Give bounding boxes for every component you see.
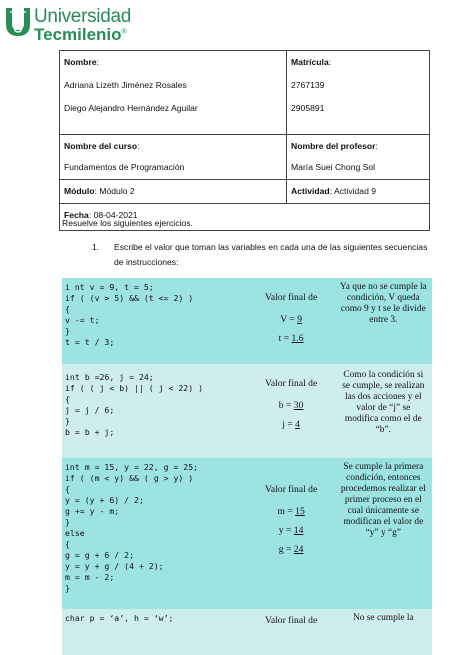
fecha-cell: Fecha: 08-04-2021 — [60, 204, 430, 231]
var-name: m — [277, 506, 285, 517]
modulo-cell: Módulo: Módulo 2 — [60, 180, 287, 204]
values-cell: Valor final de V = 9 t = 1.6 — [248, 278, 335, 364]
profesor-cell: Nombre del profesor: María Suei Chong Sol — [287, 135, 430, 180]
code-cell: int m = 15, y = 22, g = 25; if ( (m < y) && ( g > y) ) { y = (y + 6) / 2; g += y - m; } else { g = g + 6 / 2; y = y + g / (4 + 2); m = m - 2; } — [62, 458, 248, 609]
actividad-value: Actividad 9 — [334, 186, 377, 196]
exercise-row-3 — [62, 458, 432, 609]
var-value: 30 — [293, 400, 304, 411]
curso-value: Fundamentos de Programación — [64, 162, 185, 172]
exercise-table — [62, 278, 432, 655]
values-cell — [248, 609, 335, 655]
profesor-label: Nombre del profesor — [291, 141, 376, 151]
exercise-row-1 — [62, 278, 432, 364]
var-value: 9 — [297, 314, 302, 325]
tecmilenio-logo — [4, 4, 134, 44]
question-number: 1. — [92, 242, 100, 252]
curso-cell: Nombre del curso: Fundamentos de Programación — [60, 135, 287, 180]
nombre-1: Adriana Lizeth Jiménez Rosales — [64, 80, 187, 90]
actividad-label: Actividad — [291, 186, 330, 196]
exercise-row-2 — [62, 364, 432, 458]
nombre-cell: Nombre: Adriana Lizeth Jiménez Rosales Diego Alejandro Hernández Aguilar — [60, 51, 287, 135]
logo-mark-icon — [4, 4, 32, 40]
instruction-text: Resuelve los siguientes ejercicios. — [62, 218, 193, 228]
code-cell: int b =26, j = 24; if ( ( j < b) || ( j < 22) ) { j = j / 6; } b = b + j; — [62, 364, 248, 458]
matricula-2: 2905891 — [291, 103, 325, 113]
values-header: Valor final de — [264, 378, 318, 389]
var-value: 4 — [295, 419, 300, 430]
explanation-cell: Ya que no se cumple la condición, V queda como 9 y t se le divide entre 3. — [335, 278, 432, 364]
actividad-cell: Actividad: Actividad 9 — [287, 180, 430, 204]
var-value: 24 — [293, 544, 304, 555]
code-cell: char p = ‘a’, h = ‘w’; — [62, 609, 248, 655]
values-header: Valor final de — [264, 292, 318, 303]
profesor-value: María Suei Chong Sol — [291, 162, 376, 172]
explanation-cell: Se cumple la primera condición, entonces procedemos realizar el primer proceso en el cual únicamente se modifican el valor de “y” y “g” — [335, 458, 432, 609]
var-value: 14 — [293, 525, 304, 536]
values-cell: Valor final de b = 30 j = 4 — [248, 364, 335, 458]
var-name: t — [278, 333, 282, 344]
exercise-row-4 — [62, 609, 432, 655]
values-header: Valor final de — [264, 615, 318, 626]
values-cell: Valor final de m = 15 y = 14 g = 24 — [248, 458, 335, 609]
modulo-value: Módulo 2 — [99, 186, 135, 196]
var-name: b — [278, 400, 284, 411]
question-text: Escribe el valor que toman las variables en cada una de las siguientes secuencias de instrucciones: — [114, 242, 428, 267]
matricula-label: Matrícula — [291, 57, 329, 67]
var-name: V — [280, 314, 287, 325]
var-name: y — [278, 525, 284, 536]
student-info-table — [59, 50, 430, 231]
nombre-label: Nombre — [64, 57, 97, 67]
fecha-value: 08-04-2021 — [93, 210, 138, 220]
values-header: Valor final de — [264, 484, 318, 495]
curso-label: Nombre del curso — [64, 141, 138, 151]
var-value: 15 — [295, 506, 305, 517]
fecha-label: Fecha — [64, 210, 89, 220]
nombre-2: Diego Alejandro Hernández Aguilar — [64, 103, 198, 113]
modulo-label: Módulo — [64, 186, 95, 196]
var-value: 1.6 — [291, 333, 304, 344]
matricula-1: 2767139 — [291, 80, 325, 90]
logo-line-1: Universidad — [34, 6, 132, 27]
logo-line-2: Tecmilenio® — [34, 25, 127, 44]
explanation-cell: No se cumple la — [335, 609, 432, 655]
var-name: g — [278, 544, 284, 555]
code-cell: i nt v = 9, t = 5; if ( (v > 5) && (t <= 2) ) { v -= t; } t = t / 3; — [62, 278, 248, 364]
matricula-cell: Matrícula: 2767139 2905891 — [287, 51, 430, 135]
var-name: j — [282, 419, 285, 430]
explanation-cell: Como la condición si se cumple, se realizan las dos acciones y el valor de “j” se modifica como el de “b”. — [335, 364, 432, 458]
